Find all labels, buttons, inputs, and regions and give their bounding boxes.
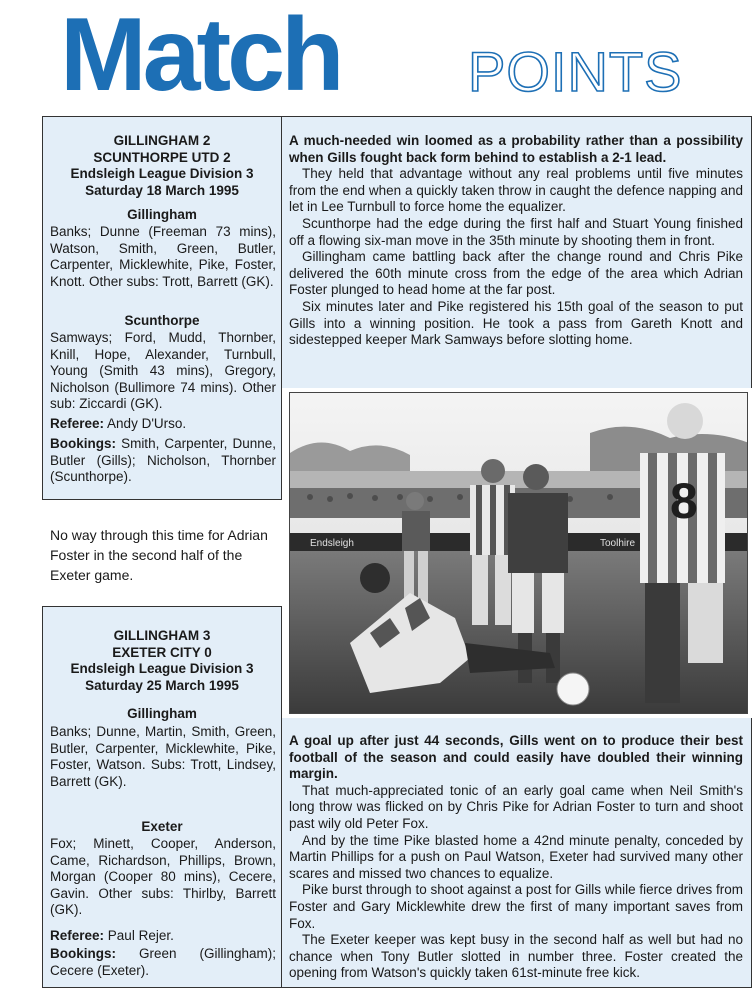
report2-paragraph: That much-appreciated tonic of an early goal came when Neil Smith's long throw was flicked on by Chris Pike for Adrian Foster to turn and shoot past wily old Peter Fox. (289, 782, 743, 831)
masthead (60, 0, 750, 113)
match1-competition: Endsleigh League Division 3 (70, 166, 254, 181)
report2-lead: A goal up after just 44 seconds, Gills went on to produce their best football of the season and could easily have doubled their winning margin. (289, 733, 743, 782)
match1-heading (50, 133, 274, 199)
match2-referee (50, 928, 276, 945)
match2-bookings (50, 946, 276, 979)
report1-paragraph: Gillingham came battling back after the change round and Chris Pike delivered the 60th minute cross from the edge of the area which Adrian Foster plunged to head home at the far post. (289, 249, 743, 298)
report2-paragraph: The Exeter keeper was kept busy in the second half as well but had no chance when Tony Butler slotted in number three. Foster created the opening from Watson's quickly taken 61st-minute free kick. (289, 932, 743, 981)
referee-label: Referee: (50, 416, 105, 431)
referee-label: Referee: (50, 928, 105, 943)
bookings-label: Bookings: (50, 946, 116, 961)
shirt-number: 8 (670, 473, 698, 529)
report1-lead: A much-needed win loomed as a probability rather than a possibility when Gills fought back form behind to establish a 2-1 lead. (289, 133, 743, 165)
report1-paragraph: Six minutes later and Pike registered his 15th goal of the season to put Gills into a winning position. He took a pass from Gareth Knott and sidestepped keeper Mark Samways before slotting home. (289, 298, 743, 348)
match2-competition: Endsleigh League Division 3 (70, 661, 254, 676)
match1-date: Saturday 18 March 1995 (85, 182, 239, 198)
match-photo-illustration (290, 393, 748, 714)
bookings-value: Smith, Carpenter, Dunne, Butler (Gills); Nicholson, Thornber (Scunthorpe). (50, 436, 276, 484)
bookings-value: Green (Gillingham); Cecere (Exeter). (50, 946, 276, 978)
report1-paragraph: Scunthorpe had the edge during the first half and Stuart Young finished off a flowing six-man move in the 35th minute by shooting them in front. (289, 215, 743, 248)
bookings-label: Bookings: (50, 436, 116, 451)
match1-score-away: SCUNTHORPE UTD 2 (93, 149, 231, 165)
match1-referee (50, 416, 276, 433)
match1-score-home: GILLINGHAM 2 (113, 133, 211, 148)
match2-score-away: EXETER CITY 0 (112, 644, 212, 660)
match2-score-home: GILLINGHAM 3 (113, 628, 211, 643)
report1-paragraph: They held that advantage without any real problems until five minutes from the end when a quickly taken throw in caught the defence napping and let in Lee Turnbull to force home the equalizer. (289, 166, 743, 215)
photo-caption: No way through this time for Adrian Foster in the second half of the Exeter game. (50, 527, 268, 583)
referee-value: Paul Rejer. (107, 928, 174, 943)
board-text-1: Endsleigh (310, 538, 354, 549)
report2-paragraph: Pike burst through to shoot against a post for Gills while fierce drives from Foster and Gary Micklewhite drew the first of many important saves from Fox. (289, 882, 743, 931)
match2-date: Saturday 25 March 1995 (85, 677, 239, 693)
match2-heading (50, 628, 274, 694)
match1-team2-lineup: Samways; Ford, Mudd, Thornber, Knill, Hope, Alexander, Turnbull, Young (Smith 43 mins), Gregory, Nicholson (Bullimore 74 mins). Other sub: Ziccardi (GK). (50, 330, 276, 411)
referee-value: Andy D'Urso. (107, 416, 187, 431)
match2-team2-lineup: Fox; Minett, Cooper, Anderson, Came, Richardson, Phillips, Brown, Morgan (Cooper 80 mins), Cecere, Gavin. Other subs: Thirlby, Barrett (GK). (50, 836, 276, 917)
football (557, 673, 589, 705)
match1-team1-name: Gillingham (127, 207, 197, 222)
match1-bookings (50, 436, 276, 486)
match2-team1-lineup: Banks; Dunne, Martin, Smith, Green, Butler, Carpenter, Micklewhite, Pike, Foster, Watson. Subs: Trott, Lindsey, Barrett (GK). (50, 724, 276, 789)
masthead-secondary: POINTS (468, 40, 683, 103)
report1-article (289, 133, 743, 349)
match-photo (289, 392, 748, 714)
match2-team2-name: Exeter (141, 819, 183, 834)
match1-team1-lineup: Banks; Dunne (Freeman 73 mins), Watson, Smith, Green, Butler, Carpenter, Micklewhite, Pike, Foster, Knott. Other subs: Trott, Barrett (GK). (50, 224, 276, 289)
masthead-main: Match (60, 0, 341, 113)
match2-team1-name: Gillingham (127, 706, 197, 721)
board-text-2: Toolhire (600, 538, 636, 549)
report2-article (289, 733, 743, 982)
report2-paragraph: And by the time Pike blasted home a 42nd minute penalty, conceded by Martin Phillips for a push on Paul Watson, Exeter had survived many other scares and missed two chances to equalize. (289, 832, 743, 881)
match1-team2-name: Scunthorpe (124, 313, 200, 328)
